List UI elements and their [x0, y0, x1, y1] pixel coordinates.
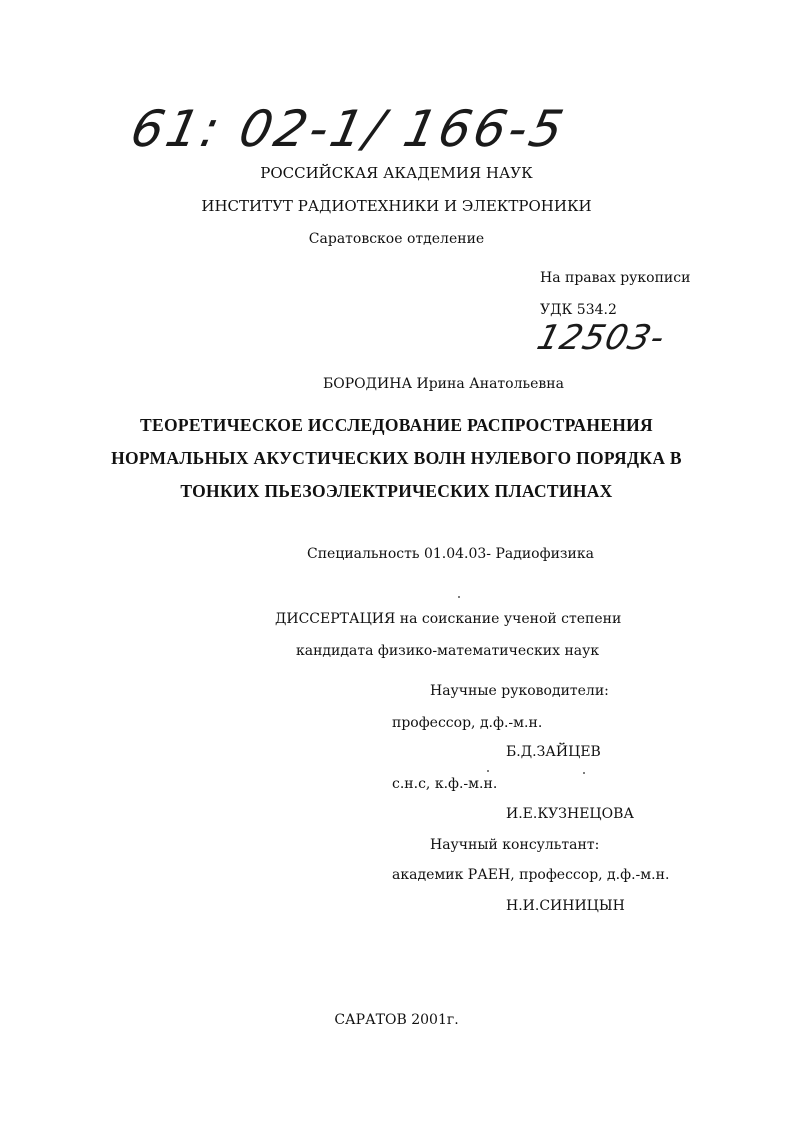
dissertation-title	[0, 409, 793, 508]
city-year: САРАТОВ 2001г.	[334, 1012, 459, 1028]
scan-speck	[458, 596, 460, 598]
branch-name: Саратовское отделение	[308, 231, 485, 247]
supervisor-1-rank: профессор, д.ф.-м.н.	[392, 715, 543, 731]
scan-speck	[487, 770, 489, 772]
scan-speck	[583, 772, 585, 774]
supervisor-2-rank: с.н.с, к.ф.-м.н.	[392, 776, 498, 792]
title-line-1: ТЕОРЕТИЧЕСКОЕ ИССЛЕДОВАНИЕ РАСПРОСТРАНЕНИЯ	[140, 415, 653, 435]
author-name: БОРОДИНА Ирина Анатольевна	[323, 376, 564, 392]
dissertation-degree-line-1: ДИССЕРТАЦИЯ на соискание ученой степени	[275, 611, 622, 627]
supervisor-2-name: И.Е.КУЗНЕЦОВА	[506, 806, 635, 822]
udc-code: УДК 534.2	[540, 302, 617, 318]
title-line-3: ТОНКИХ ПЬЕЗОЭЛЕКТРИЧЕСКИХ ПЛАСТИНАХ	[180, 481, 613, 501]
handwritten-registration-number: 12503-	[533, 318, 670, 358]
consultant-name: Н.И.СИНИЦЫН	[506, 898, 625, 914]
consultant-rank: академик РАЕН, профессор, д.ф.-м.н.	[392, 867, 670, 883]
dissertation-degree-line-2: кандидата физико-математических наук	[296, 643, 600, 659]
institute-name: ИНСТИТУТ РАДИОТЕХНИКИ И ЭЛЕКТРОНИКИ	[201, 197, 592, 215]
manuscript-rights: На правах рукописи	[540, 270, 691, 286]
academy-name: РОССИЙСКАЯ АКАДЕМИЯ НАУК	[260, 164, 533, 182]
consultant-heading: Научный консультант:	[430, 837, 600, 853]
supervisor-1-name: Б.Д.ЗАЙЦЕВ	[506, 744, 601, 760]
supervisors-heading: Научные руководители:	[430, 683, 609, 699]
handwritten-archive-number: 61: 02-1/ 166-5	[125, 100, 572, 158]
specialty: Специальность 01.04.03- Радиофизика	[307, 546, 594, 562]
title-line-2: НОРМАЛЬНЫХ АКУСТИЧЕСКИХ ВОЛН НУЛЕВОГО ПОРЯДКА В	[111, 448, 682, 468]
